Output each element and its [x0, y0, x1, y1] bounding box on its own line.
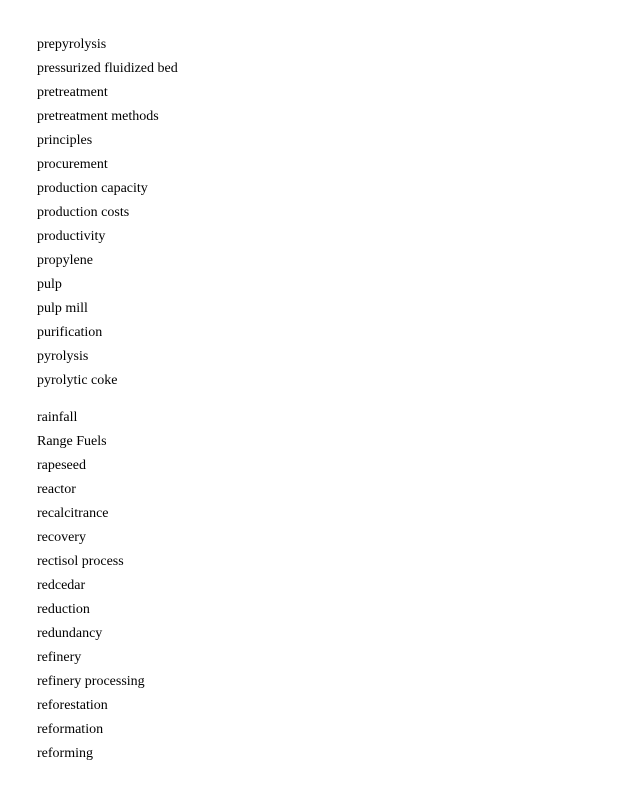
- index-entry: pyrolytic coke: [37, 373, 118, 388]
- index-entry: rainfall: [37, 410, 78, 425]
- index-entry: productivity: [37, 229, 106, 244]
- index-entry: reformation: [37, 722, 104, 737]
- index-entry: recovery: [37, 530, 86, 545]
- index-entry: production costs: [37, 205, 130, 220]
- index-entry: refinery processing: [37, 674, 145, 689]
- index-entry: principles: [37, 133, 93, 148]
- index-entry: purification: [37, 325, 103, 340]
- index-entry: rectisol process: [37, 554, 124, 569]
- index-group-p: [37, 36, 178, 396]
- index-entry: production capacity: [37, 181, 148, 196]
- index-entry: pretreatment methods: [37, 109, 159, 124]
- index-entry: procurement: [37, 157, 108, 172]
- index-entry: propylene: [37, 253, 93, 268]
- index-entry: prepyrolysis: [37, 37, 107, 52]
- index-entry: pressurized fluidized bed: [37, 61, 178, 76]
- index-entry: reforestation: [37, 698, 108, 713]
- index-entry: recalcitrance: [37, 506, 109, 521]
- index-entry: redcedar: [37, 578, 86, 593]
- index-entry: pretreatment: [37, 85, 108, 100]
- index-entry: rapeseed: [37, 458, 86, 473]
- index-entry: pyrolysis: [37, 349, 89, 364]
- index-entry: pulp mill: [37, 301, 88, 316]
- index-entry: reduction: [37, 602, 90, 617]
- index-entry: refinery: [37, 650, 82, 665]
- index-entry: pulp: [37, 277, 62, 292]
- index-entry: reactor: [37, 482, 76, 497]
- index-entry: Range Fuels: [37, 434, 107, 449]
- index-group-r: [37, 409, 145, 769]
- index-entry: redundancy: [37, 626, 103, 641]
- index-entry: reforming: [37, 746, 93, 761]
